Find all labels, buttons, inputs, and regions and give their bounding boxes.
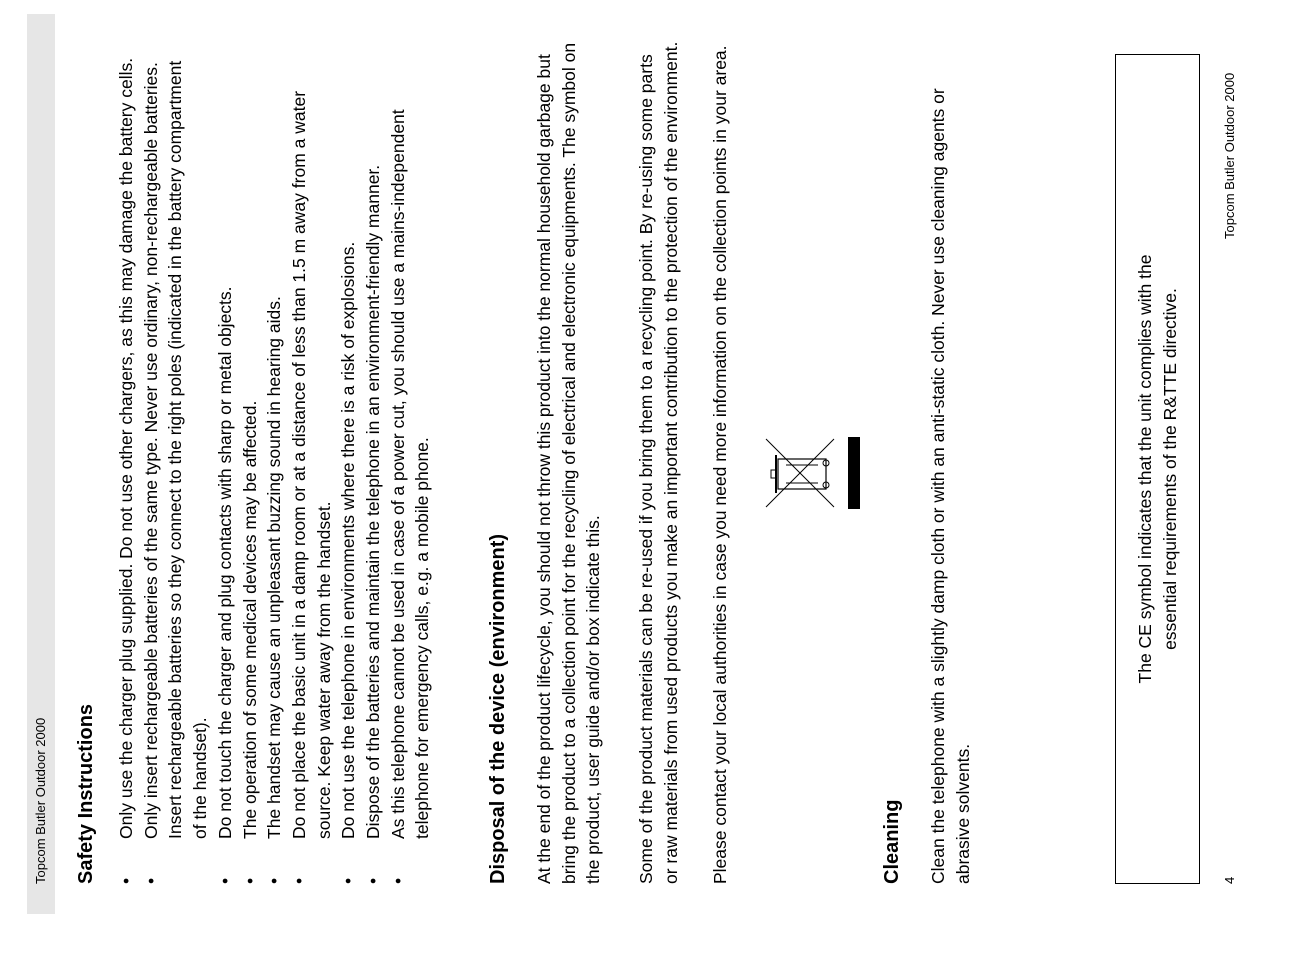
- safety-list: [114, 54, 435, 884]
- disposal-paragraph-1: At the end of the product lifecycle, you should not throw this product into the normal household garbage but bring the product to a collection point for the recycling of electrical and electronic equipments. The symbol on the product, user guide and/or box indicate this.: [534, 42, 604, 884]
- safety-item: • As this telephone cannot be used in case of a power cut, you should use a mains-independent telephone for emergency calls, e.g. a mobile phone.: [386, 54, 435, 884]
- cleaning-paragraph: Clean the telephone with a slightly damp cloth or with an anti-static cloth. Never use cleaning agents or abrasive solvents.: [928, 88, 973, 884]
- safety-item: • Dispose of the batteries and maintain the telephone in an environment-friendly manner.: [361, 54, 386, 884]
- cleaning-heading: Cleaning: [881, 799, 903, 884]
- safety-item: • Do not use the telephone in environments where there is a risk of explosions.: [336, 54, 361, 884]
- safety-item: • Only use the charger plug supplied. Do not use other chargers, as this may damage the battery cells.: [114, 54, 139, 884]
- safety-item: • Do not place the basic unit in a damp room or at a distance of less than 1.5 m away from a water source. Keep water away from the handset.: [287, 54, 336, 884]
- header-title: Topcom Butler Outdoor 2000: [33, 717, 48, 884]
- crossed-out-wheelie-bin-icon: [762, 435, 860, 511]
- disposal-heading: Disposal of the device (environment): [487, 533, 509, 884]
- footer-title: Topcom Butler Outdoor 2000: [1222, 72, 1237, 239]
- safety-item: • Do not touch the charger and plug contacts with sharp or metal objects.: [213, 54, 238, 884]
- disposal-paragraph-2: Some of the product materials can be re-used if you bring them to a recycling point. By re-using some parts or raw materials from used products you make an important contribution to the protection of the environment.: [636, 41, 681, 884]
- ce-notice-box: [1115, 54, 1200, 884]
- safety-item: • The handset may cause an unpleasant buzzing sound in hearing aids.: [262, 54, 287, 884]
- safety-item: • The operation of some medical devices may be affected.: [238, 54, 263, 884]
- disposal-paragraph-3: Please contact your local authorities in case you need more information on the collection points in your area.: [710, 45, 730, 884]
- page-number: 4: [1222, 876, 1237, 884]
- ce-notice-text: The CE symbol indicates that the unit complies with the essential requirements of the R&TTE directive.: [1134, 254, 1180, 684]
- safety-item: • Only insert rechargeable batteries of the same type. Never use ordinary, non-rechargeable batteries. Insert rechargeable batteries so they connect to the right poles (indicated in the battery compartment of the handset).: [139, 54, 213, 884]
- safety-heading: Safety Instructions: [75, 703, 97, 884]
